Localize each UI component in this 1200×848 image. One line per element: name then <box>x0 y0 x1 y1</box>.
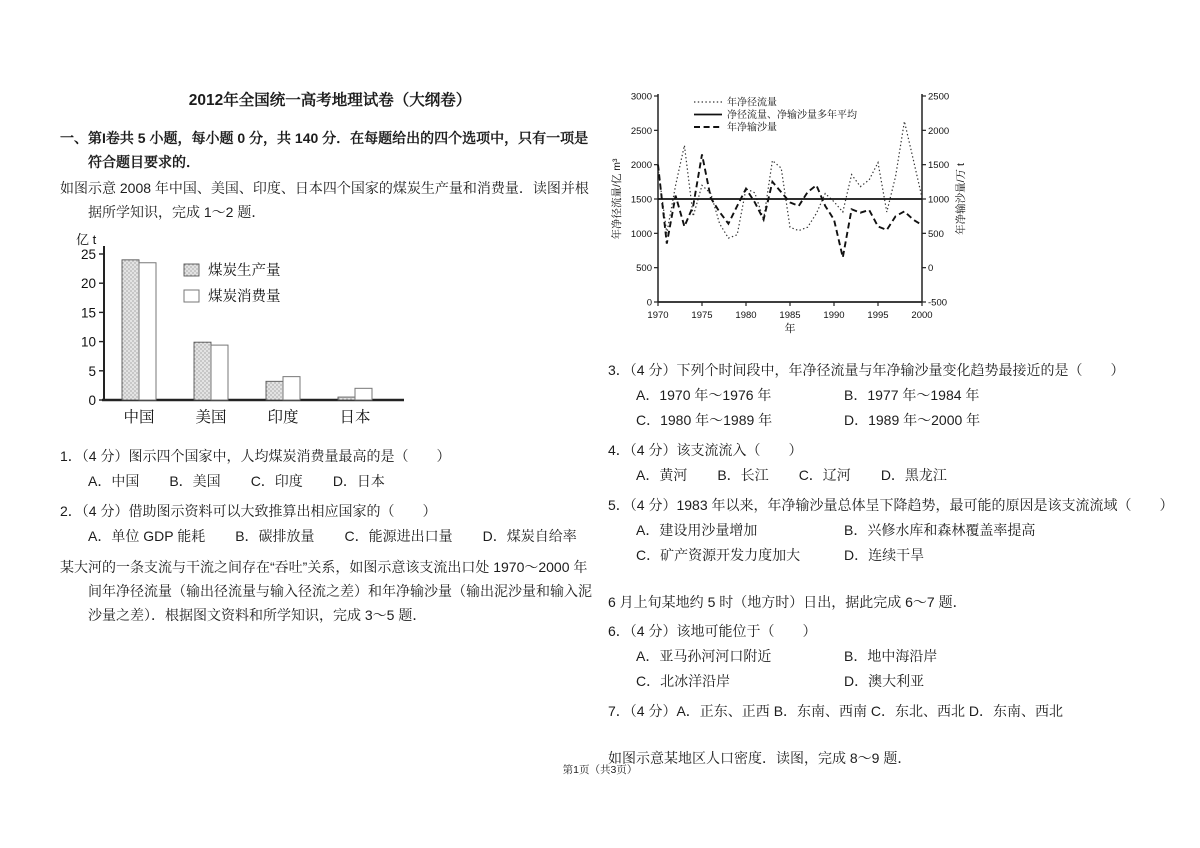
spacer <box>608 724 1168 746</box>
svg-text:0: 0 <box>88 393 96 408</box>
svg-text:25: 25 <box>80 247 96 262</box>
svg-text:1970: 1970 <box>647 310 669 321</box>
intro-river-paragraph: 某大河的一条支流与干流之间存在“吞吐”关系，如图示意该支流出口处 1970～2000 年间年净径流量（输出径流量与输入径流之差）和年净输沙量（输出泥沙量和输入泥沙量之差）．根据图文资料和所学知识，完成 3～5 题． <box>60 559 592 623</box>
intro-coal-paragraph: 如图示意 2008 年中国、美国、印度、日本四个国家的煤炭生产量和消费量．读图并根据所学知识，完成 1～2 题． <box>60 180 589 220</box>
consumption-bar <box>355 388 372 400</box>
option: B．长江 <box>717 467 769 483</box>
coal-chart-figure <box>72 232 600 439</box>
question-3-options <box>608 383 1168 433</box>
option: B．兴修水库和森林覆盖率提高 <box>844 522 1036 538</box>
legend-label-production: 煤炭生产量 <box>208 263 281 279</box>
question-3-label: 3．（4 分）下列个时间段中，年净径流量与年净输沙量变化趋势最接近的是（ ） <box>608 362 1125 378</box>
question-6-options <box>608 644 1168 694</box>
question-6 <box>608 619 1168 694</box>
river-chart-figure <box>608 80 1168 353</box>
question-5 <box>608 493 1174 568</box>
runoff-series <box>658 121 922 238</box>
svg-text:2000: 2000 <box>630 160 652 172</box>
svg-text:2000: 2000 <box>928 125 950 137</box>
right-axis-label: 年净输沙量/万 t <box>955 163 967 235</box>
option: B．地中海沿岸 <box>844 648 938 664</box>
question-1-label: 1．（4 分）图示四个国家中，人均煤炭消费量最高的是（ ） <box>60 448 451 464</box>
question-7-label: 7．（4 分）A．正东、正西 B．东南、西南 C．东北、西北 D．东南、西北 <box>608 703 1064 719</box>
svg-text:1000: 1000 <box>928 194 950 206</box>
svg-text:15: 15 <box>80 305 96 321</box>
svg-text:500: 500 <box>928 228 944 240</box>
option: C．1980 年～1989 年 <box>636 412 773 428</box>
option: A．中国 <box>88 473 140 489</box>
svg-text:1975: 1975 <box>691 310 713 321</box>
svg-text:2500: 2500 <box>630 125 652 137</box>
option: B．美国 <box>169 473 221 489</box>
question-2 <box>60 499 600 549</box>
option: D．日本 <box>332 473 385 489</box>
question-2-options <box>60 524 600 549</box>
left-column <box>60 88 600 627</box>
x-axis-label: 年 <box>784 323 796 335</box>
question-4 <box>608 438 1168 488</box>
production-bar <box>122 260 139 400</box>
production-bar <box>194 342 211 400</box>
spacer <box>608 568 1168 590</box>
svg-text:500: 500 <box>636 263 652 275</box>
sediment-series <box>658 154 922 257</box>
left-axis-label: 年净径流量/亿 m³ <box>611 158 623 240</box>
option: D．黑龙江 <box>880 467 947 483</box>
option: A．建设用沙量增加 <box>636 522 758 538</box>
question-1-options <box>60 469 600 494</box>
option: C．印度 <box>250 473 303 489</box>
question-5-options <box>608 518 1168 568</box>
legend-label-sediment: 年净输沙量 <box>727 122 777 134</box>
svg-text:1990: 1990 <box>823 310 845 321</box>
question-5-label: 5．（4 分）1983 年以来，年净输沙量总体呈下降趋势，最可能的原因是该支流流域（ ） <box>608 497 1174 513</box>
legend-label-mean: 净径流量、净输沙量多年平均 <box>727 110 857 121</box>
page-title: 2012年全国统一高考地理试卷（大纲卷） <box>188 92 472 109</box>
option: D．1989 年～2000 年 <box>844 412 981 428</box>
option: B．1977 年～1984 年 <box>844 387 980 403</box>
consumption-bar <box>139 263 156 400</box>
option: A．亚马孙河河口附近 <box>636 648 772 664</box>
question-4-label: 4．（4 分）该支流流入（ ） <box>608 442 803 458</box>
page-footer: 第1页（共3页） <box>562 764 638 776</box>
option: C．北冰洋沿岸 <box>636 673 731 689</box>
svg-text:-500: -500 <box>928 297 948 309</box>
question-2-label: 2．（4 分）借助图示资料可以大致推算出相应国家的（ ） <box>60 503 437 519</box>
bar-category-label: 中国 <box>123 409 155 426</box>
intro-density-paragraph: 如图示意某地区人口密度．读图，完成 8～9 题． <box>608 750 912 766</box>
svg-text:1985: 1985 <box>779 310 801 321</box>
option: C．矿产资源开发力度加大 <box>636 547 801 563</box>
option: C．能源进出口量 <box>344 528 453 544</box>
svg-text:0: 0 <box>928 263 934 275</box>
question-4-options <box>608 463 1168 488</box>
legend-label-runoff: 年净径流量 <box>727 97 777 109</box>
option: B．碳排放量 <box>235 528 315 544</box>
option: A．单位 GDP 能耗 <box>88 528 206 544</box>
svg-text:20: 20 <box>80 276 96 292</box>
option: A．黄河 <box>636 467 688 483</box>
option: C．辽河 <box>798 467 851 483</box>
svg-text:1980: 1980 <box>735 310 757 321</box>
question-1 <box>60 444 600 494</box>
production-bar <box>266 381 283 400</box>
intro-sunrise-paragraph: 6 月上旬某地约 5 时（地方时）日出，据此完成 6～7 题． <box>608 594 967 610</box>
section-heading: 一、第I卷共 5 小题，每小题 0 分，共 140 分．在每题给出的四个选项中，只有一项是符合题目要求的． <box>60 130 589 170</box>
question-7 <box>608 699 1168 724</box>
coal-bar-chart <box>72 232 408 434</box>
svg-text:5: 5 <box>88 363 96 379</box>
runoff-sediment-line-chart <box>608 80 976 348</box>
bar-category-label: 印度 <box>267 409 299 426</box>
option: A．1970 年～1976 年 <box>636 387 772 403</box>
consumption-bar <box>211 345 228 400</box>
option: D．澳大利亚 <box>844 673 925 689</box>
legend-swatch-consumption <box>184 290 199 302</box>
consumption-bar <box>283 377 300 400</box>
option: D．煤炭自给率 <box>482 528 577 544</box>
bar-category-label: 日本 <box>339 409 371 426</box>
svg-text:2500: 2500 <box>928 91 950 103</box>
svg-text:1000: 1000 <box>630 228 652 240</box>
production-bar <box>338 397 355 400</box>
bar-category-label: 美国 <box>195 409 227 426</box>
legend-swatch-production <box>184 264 199 276</box>
svg-text:0: 0 <box>646 297 652 309</box>
svg-text:1500: 1500 <box>630 194 652 206</box>
right-column <box>608 80 1174 770</box>
legend-label-consumption: 煤炭消费量 <box>208 289 281 305</box>
svg-text:3000: 3000 <box>630 91 652 103</box>
question-3 <box>608 358 1168 433</box>
svg-text:1995: 1995 <box>867 310 889 321</box>
svg-text:10: 10 <box>80 334 96 350</box>
bar-y-unit-label: 亿 t <box>76 232 97 247</box>
svg-text:1500: 1500 <box>928 160 950 172</box>
option: D．连续干旱 <box>844 547 925 563</box>
question-6-label: 6．（4 分）该地可能位于（ ） <box>608 623 817 639</box>
svg-text:2000: 2000 <box>911 310 933 321</box>
